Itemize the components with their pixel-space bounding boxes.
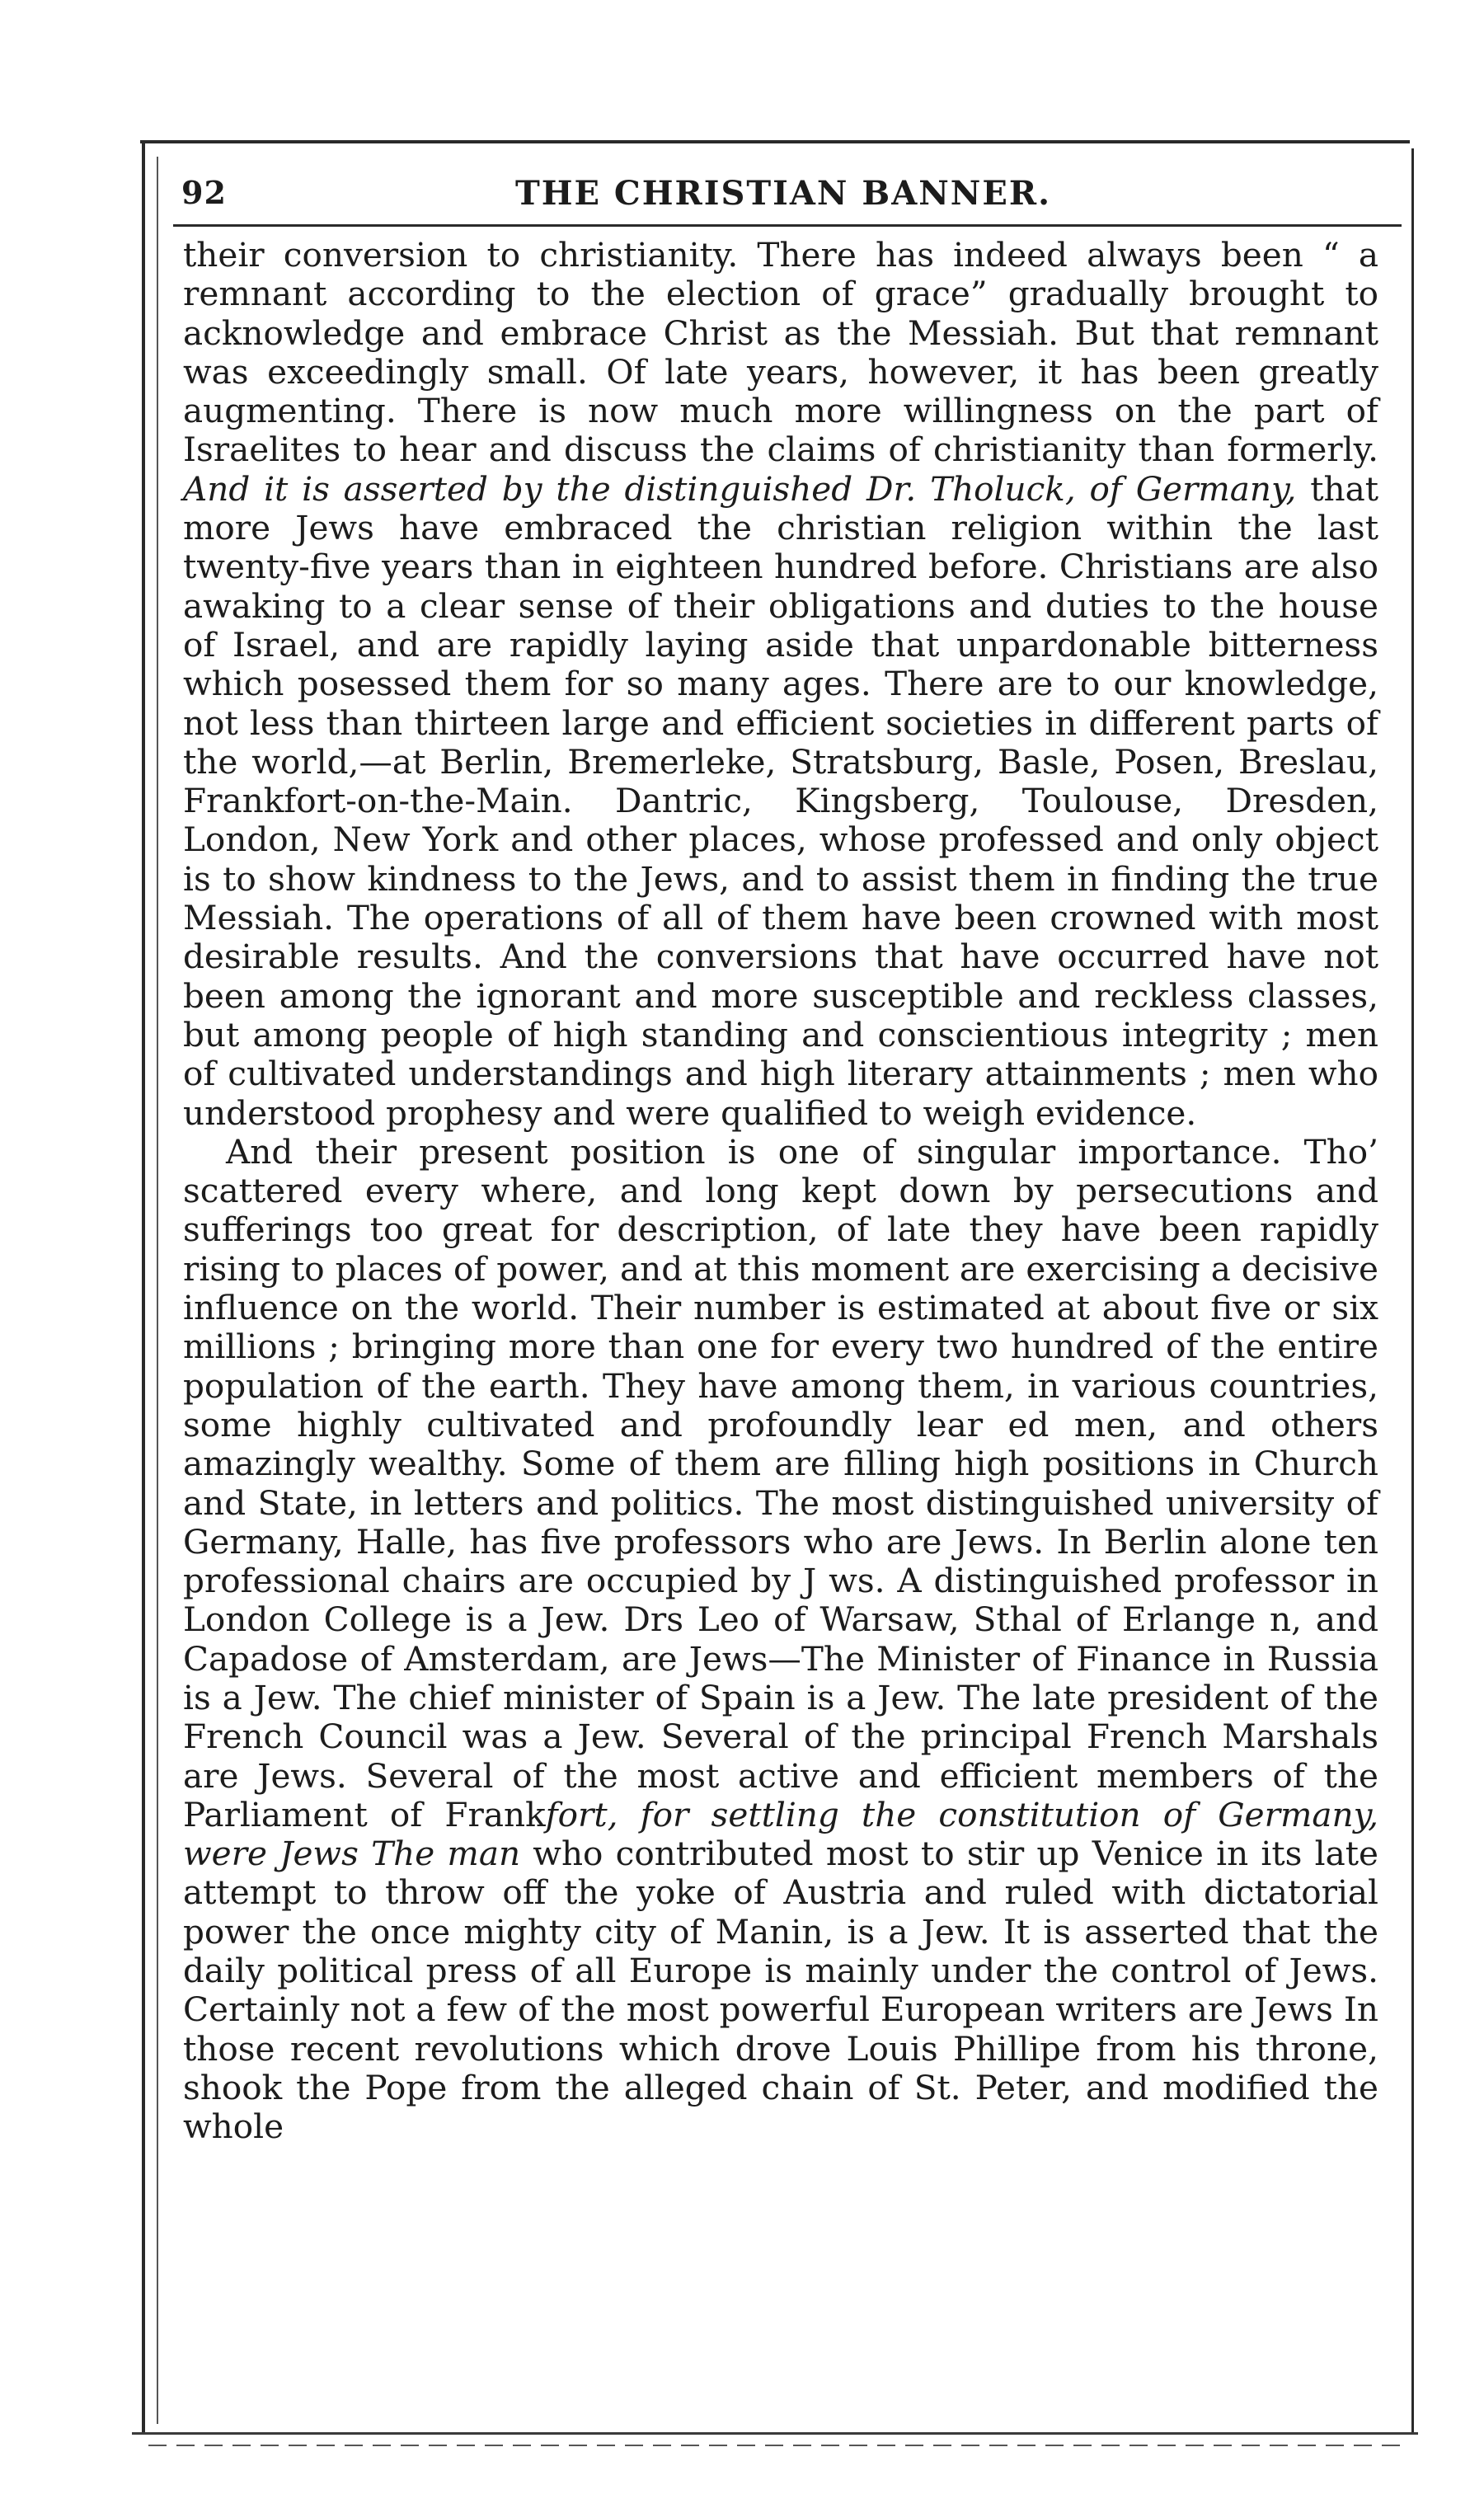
paragraph	[183, 1133, 1378, 2147]
text-run: who contributed most to stir up Venice in its late attempt to throw off the yoke of Austria and ruled with dictatorial power the once mighty city of Manin, is a Jew. It is asserted that the daily political press of all Europe is mainly under the control of Jews. Certainly not a few of the most powerful European writers are Jews In those recent revolutions which drove Louis Phillipe from his throne, shook the Pope from the alleged chain of St. Peter, and modified the whole	[183, 1834, 1378, 2147]
frame-rule-bottom	[132, 2432, 1418, 2435]
text-run: their conversion to christianity. There has indeed always been “ a remnant according to the election of grace” gradually brought to acknowledge and embrace Christ as the Messiah. But that remnant was exceedingly small. Of late years, however, it has been greatly augmenting. There is now much more willingness on the part of Israelites to hear and discuss the claims of christianity than formerly.	[183, 235, 1378, 470]
frame-rule-left-inner	[157, 157, 158, 2424]
frame-rule-bottom-dashed	[148, 2445, 1402, 2446]
text-run: that more Jews have embraced the christian religion within the last twenty-five years than in eighteen hundred before. Christians are also awaking to a clear sense of their obligations and duties to the house of Israel, and are rapidly laying aside that unpardonable bitterness which posessed them for so many ages. There are to our knowledge, not less than thirteen large and efficient societies in different parts of the world,—at Berlin, Bremerleke, Stratsburg, Basle, Posen, Breslau, Frankfort-on-the-Main. Dantric, Kingsberg, Toulouse, Dresden, London, New York and other places, whose professed and only object is to show kindness to the Jews, and to assist them in finding the true Messiah. The operations of all of them have been crowned with most desirable results. And the conversions that have occurred have not been among the ignorant and more susceptible and reckless classes, but among people of high standing and conscientious integrity ; men of cultivated understandings and high literary attainments ; men who understood prophesy and were qualified to weigh evidence.	[183, 468, 1378, 1133]
article-body	[183, 236, 1378, 2147]
frame-rule-top	[140, 140, 1410, 143]
frame-rule-left	[142, 140, 145, 2432]
text-run: And their present position is one of singular importance. Tho’ scattered every where, and long kept down by persecutions and sufferings too great for description, of late they have been rapidly rising to places of power, and at this moment are exercising a decisive influence on the world. Their number is estimated at about five or six millions ; bringing more than one for every two hundred of the entire population of the earth. They have among them, in various countries, some highly cultivated and profoundly lear ed men, and others amazingly wealthy. Some of them are filling high positions in Church and State, in letters and politics. The most distinguished university of Germany, Halle, has five professors who are Jews. In Berlin alone ten professional chairs are occupied by J ws. A distinguished professor in London College is a Jew. Drs Leo of Warsaw, Sthal of Erlange n, and Capadose of Amsterdam, are Jews—The Minister of Finance in Russia is a Jew. The chief minister of Spain is a Jew. The late president of the French Council was a Jew. Several of the principal French Marshals are Jews. Several of the most active and efficient members of the Parliament of Frank	[183, 1131, 1378, 1834]
paragraph	[183, 236, 1378, 1133]
frame-rule-right	[1411, 148, 1414, 2432]
running-title: THE CHRISTIAN BANNER.	[514, 174, 1052, 213]
header-rule	[173, 224, 1402, 227]
page-number: 92	[181, 174, 227, 211]
italic-text-run: fort, for settling the constitution of Germany, were Jews The man	[183, 1794, 1378, 1874]
italic-text-run: And it is asserted by the distinguished Dr. Tholuck, of Germany,	[183, 468, 1297, 509]
page-header	[173, 169, 1393, 218]
